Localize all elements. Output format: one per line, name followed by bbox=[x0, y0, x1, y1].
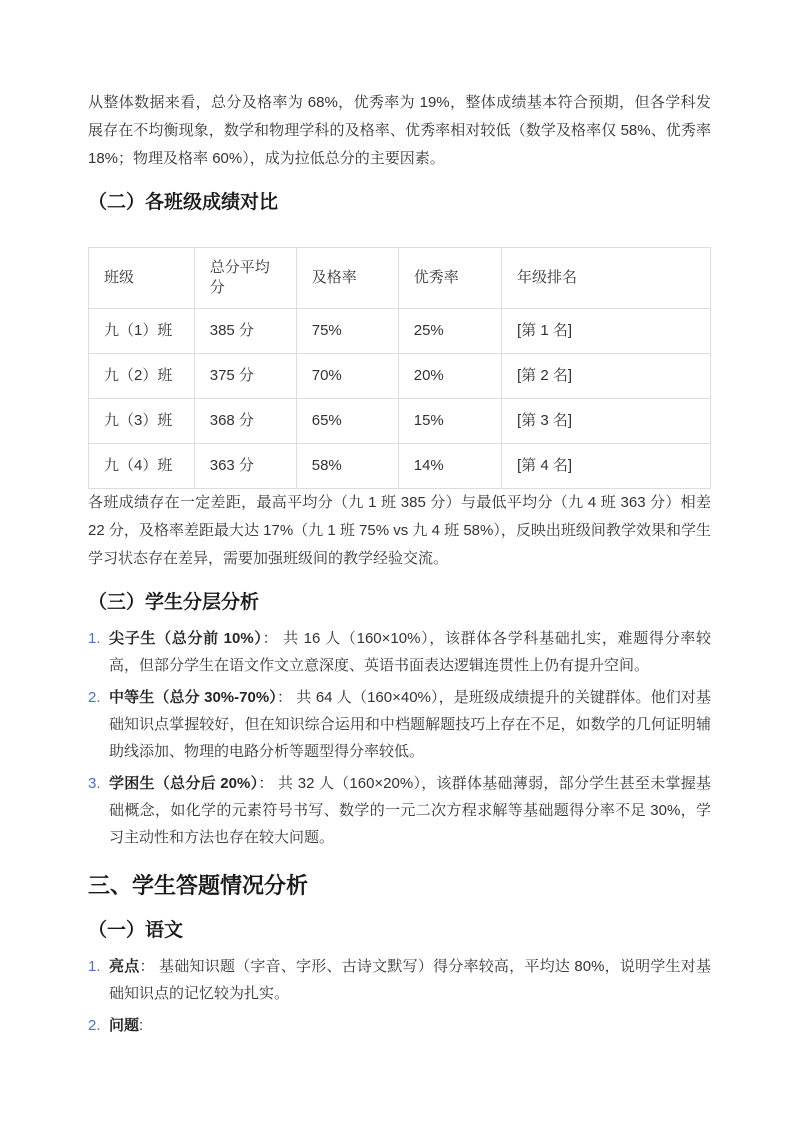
list-term: 问题 bbox=[109, 1017, 140, 1034]
table-cell: 九（3）班 bbox=[89, 399, 195, 444]
table-cell: 58% bbox=[296, 444, 398, 489]
list-item-struggling-students bbox=[88, 770, 711, 851]
list-text: : bbox=[139, 1017, 144, 1034]
table-summary-paragraph: 各班成绩存在一定差距，最高平均分（九 1 班 385 分）与最低平均分（九 4 班 363 分）相差 22 分，及格率差距最大达 17%（九 1 班 75% vs 九 4 班 58%），反映出班级间教学效果和学生学习状态存在差异，需要加强班级间的教学经验交流。 bbox=[88, 494, 711, 567]
list-number: 1. bbox=[88, 630, 101, 647]
list-term: 中等生（总分 30%-70%） bbox=[109, 689, 277, 706]
section-heading-class-comparison: （二）各班级成绩对比 bbox=[88, 192, 279, 213]
list-item-highlights bbox=[88, 953, 711, 1007]
table-cell: [第 3 名] bbox=[501, 399, 710, 444]
table-cell: 363 分 bbox=[194, 444, 296, 489]
table-cell: 385 分 bbox=[194, 309, 296, 354]
column-header-average: 总分平均分 bbox=[194, 248, 296, 309]
list-item-middle-students bbox=[88, 684, 711, 765]
table-cell: [第 1 名] bbox=[501, 309, 710, 354]
list-text: ： 共 32 人（160×20%），该群体基础薄弱，部分学生甚至未掌握基础概念，如化学的元素符号书写、数学的一元二次方程求解等基础题得分率不足 30%，学习主动性和方法也存在较大问题。 bbox=[109, 775, 711, 846]
list-number: 1. bbox=[88, 958, 101, 975]
list-text: ： 基础知识题（字音、字形、古诗文默写）得分率较高，平均达 80%，说明学生对基础知识点的记忆较为扎实。 bbox=[109, 958, 711, 1002]
list-item-top-students bbox=[88, 625, 711, 679]
table-cell: [第 4 名] bbox=[501, 444, 710, 489]
table-cell: [第 2 名] bbox=[501, 354, 710, 399]
section-heading-student-tiers: （三）学生分层分析 bbox=[88, 592, 260, 613]
column-header-grade-rank: 年级排名 bbox=[501, 248, 710, 309]
table-row bbox=[89, 354, 711, 399]
table-cell: 九（4）班 bbox=[89, 444, 195, 489]
class-score-table bbox=[88, 247, 711, 489]
list-term: 尖子生（总分前 10%） bbox=[109, 630, 263, 647]
table-cell: 20% bbox=[398, 354, 501, 399]
list-item-problems bbox=[88, 1012, 711, 1039]
table-cell: 九（1）班 bbox=[89, 309, 195, 354]
table-cell: 15% bbox=[398, 399, 501, 444]
list-term: 学困生（总分后 20%） bbox=[109, 775, 259, 792]
column-header-class: 班级 bbox=[89, 248, 195, 309]
table-cell: 368 分 bbox=[194, 399, 296, 444]
intro-paragraph: 从整体数据来看，总分及格率为 68%，优秀率为 19%，整体成绩基本符合预期，但各学科发展存在不均衡现象，数学和物理学科的及格率、优秀率相对较低（数学及格率仅 58%、优秀率 18%；物理及格率 60%），成为拉低总分的主要因素。 bbox=[88, 94, 711, 167]
column-header-pass-rate: 及格率 bbox=[296, 248, 398, 309]
table-cell: 25% bbox=[398, 309, 501, 354]
table-row bbox=[89, 309, 711, 354]
section-heading-answer-analysis: 三、学生答题情况分析 bbox=[88, 873, 309, 898]
list-number: 2. bbox=[88, 1017, 101, 1034]
table-cell: 75% bbox=[296, 309, 398, 354]
list-term: 亮点 bbox=[109, 958, 140, 975]
table-row bbox=[89, 399, 711, 444]
section-heading-chinese: （一）语文 bbox=[88, 920, 184, 941]
list-number: 2. bbox=[88, 689, 101, 706]
list-number: 3. bbox=[88, 775, 101, 792]
chinese-analysis-list bbox=[88, 953, 711, 1039]
list-text: ： 共 16 人（160×10%），该群体各学科基础扎实，难题得分率较高，但部分学生在语文作文立意深度、英语书面表达逻辑连贯性上仍有提升空间。 bbox=[109, 630, 712, 674]
list-text: ： 共 64 人（160×40%），是班级成绩提升的关键群体。他们对基础知识点掌握较好，但在知识综合运用和中档题解题技巧上存在不足，如数学的几何证明辅助线添加、物理的电路分析等题型得分率较低。 bbox=[109, 689, 711, 760]
table-cell: 九（2）班 bbox=[89, 354, 195, 399]
column-header-excellent-rate: 优秀率 bbox=[398, 248, 501, 309]
table-header-row bbox=[89, 248, 711, 309]
table-cell: 14% bbox=[398, 444, 501, 489]
table-cell: 65% bbox=[296, 399, 398, 444]
table-cell: 375 分 bbox=[194, 354, 296, 399]
table-row bbox=[89, 444, 711, 489]
student-tier-list bbox=[88, 625, 711, 851]
table-cell: 70% bbox=[296, 354, 398, 399]
